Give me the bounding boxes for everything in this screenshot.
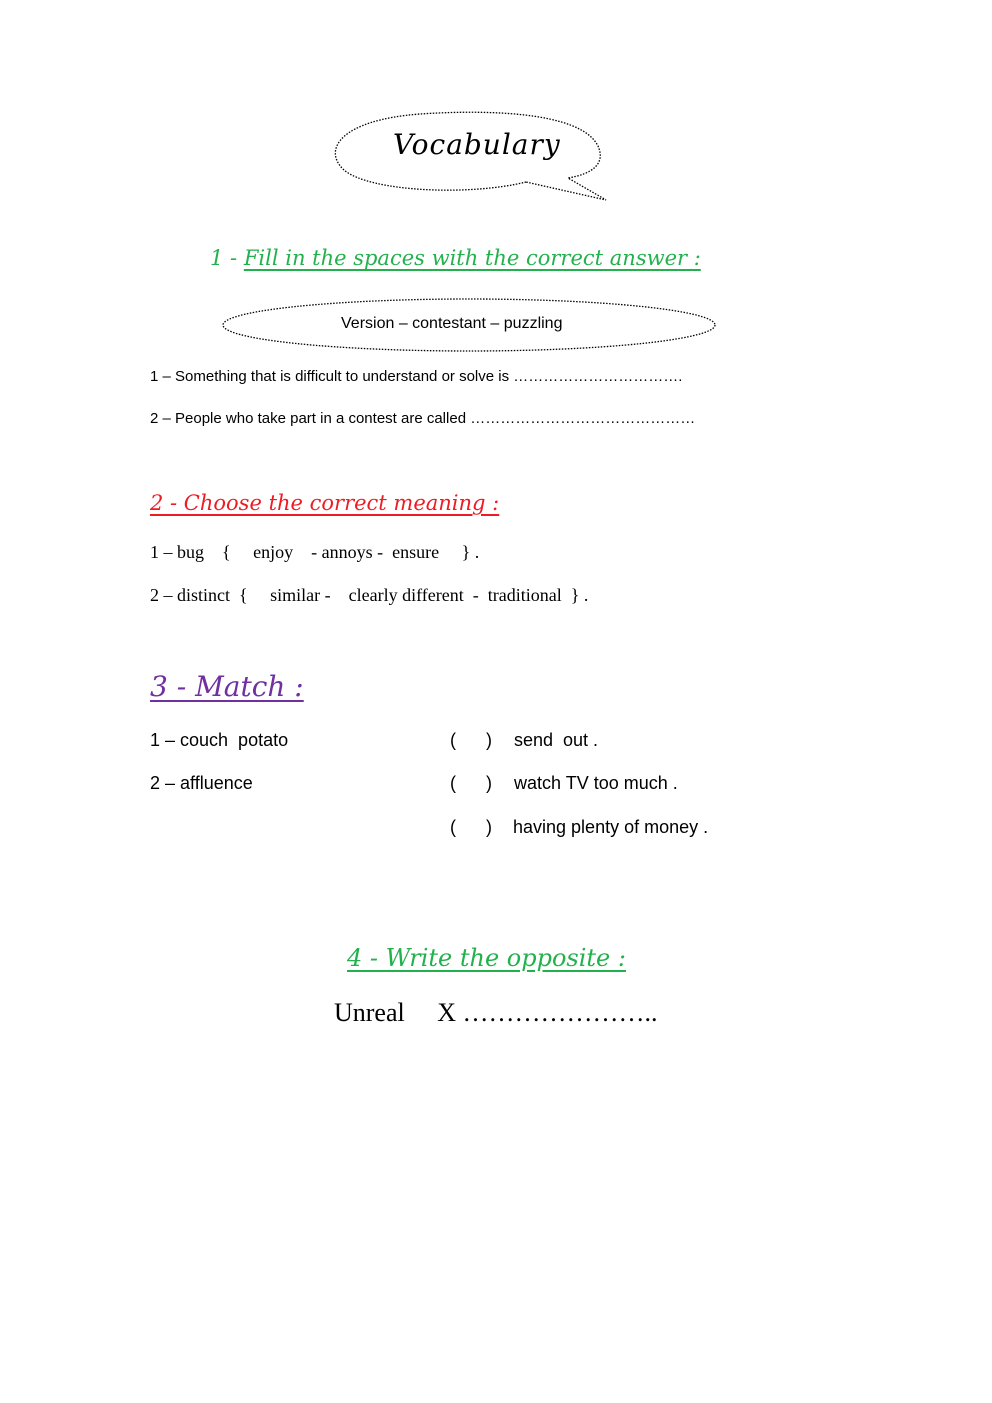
section1-number: 1 - xyxy=(210,246,238,270)
section1-item-2: 2 – People who take part in a contest are called ……………………………………… xyxy=(150,410,696,427)
match-bracket-2[interactable]: ( ) xyxy=(450,773,492,793)
section3-heading: 3 - Match : xyxy=(150,670,304,703)
match-right-1: send out . xyxy=(514,730,599,750)
word-bank: Version – contestant – puzzling xyxy=(341,315,563,332)
section1-heading-text: Fill in the spaces with the correct answer : xyxy=(243,246,701,270)
match-left-1: 1 – couch potato xyxy=(150,730,289,750)
section2-item-2: 2 – distinct { similar - clearly different - traditional } . xyxy=(150,585,589,605)
speech-bubble-icon xyxy=(330,108,630,228)
match-bracket-1[interactable]: ( ) xyxy=(450,730,492,750)
match-right-2: watch TV too much . xyxy=(514,773,678,793)
section2-heading: 2 - Choose the correct meaning : xyxy=(150,491,500,515)
match-left-2: 2 – affluence xyxy=(150,773,253,793)
page-title: Vocabulary xyxy=(393,128,561,161)
section1-heading xyxy=(210,246,701,270)
opposite-line: Unreal X ………………….. xyxy=(334,998,658,1027)
section2-item-1: 1 – bug { enjoy - annoys - ensure } . xyxy=(150,542,480,562)
section4-heading: 4 - Write the opposite : xyxy=(347,944,626,972)
section1-item-1: 1 – Something that is difficult to understand or solve is ……………………………. xyxy=(150,368,683,385)
match-bracket-3[interactable]: ( ) xyxy=(450,817,492,837)
match-right-3: having plenty of money . xyxy=(513,817,709,837)
